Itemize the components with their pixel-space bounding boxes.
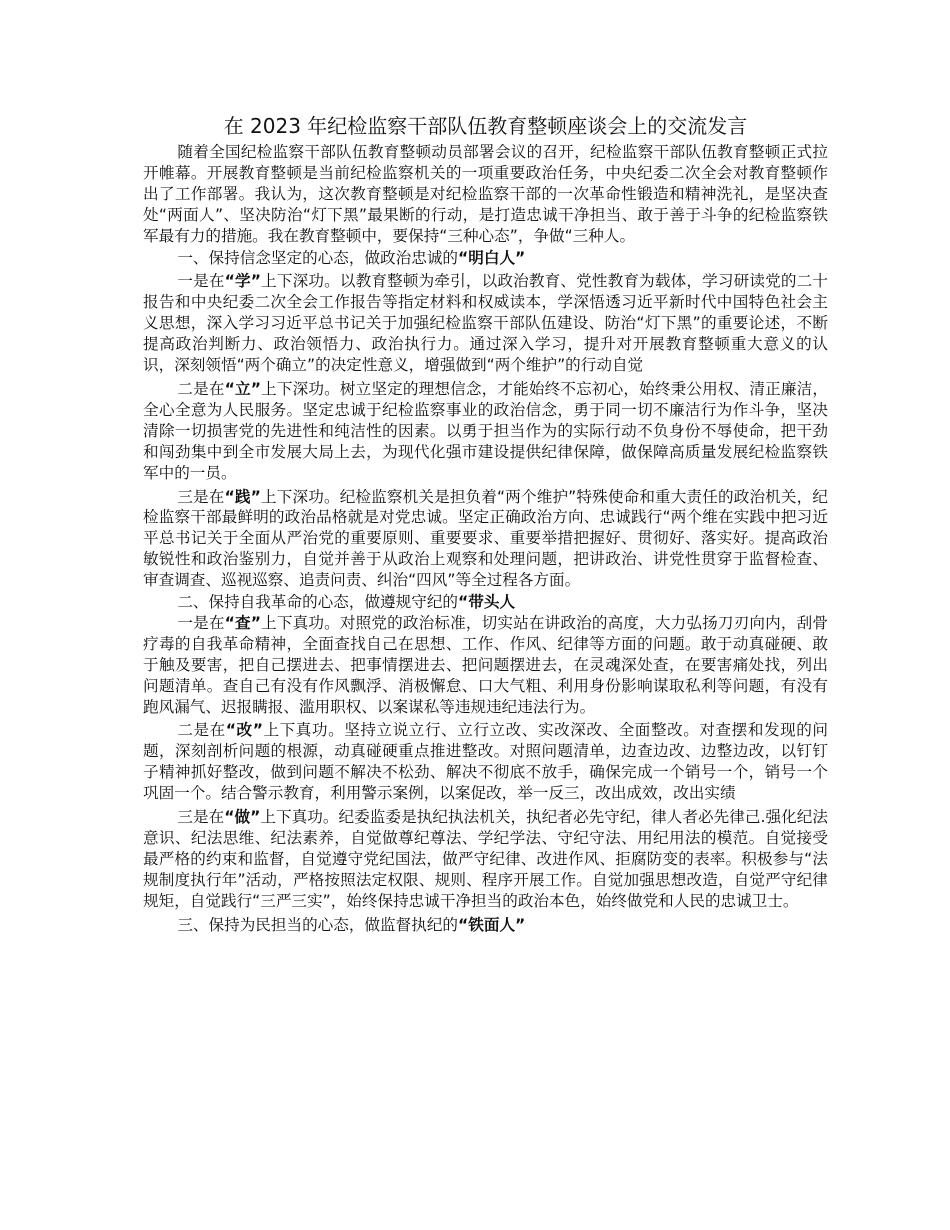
document-title: 在 2023 年纪检监察干部队伍教育整顿座谈会上的交流发言: [223, 114, 748, 138]
section-heading-1-keyword: “明白人”: [458, 248, 526, 267]
section1-item2-paragraph: [143, 379, 828, 484]
section-heading-3-keyword: “铁面人”: [458, 915, 526, 934]
item-body: 上下深功。以教育整顿为牵引，以政治教育、党性教育为载体，学习研读党的二十报告和中央纪委二次全会工作报告等指定材料和权威读本，学深悟透习近平新时代中国特色社会主义思想，深入学习习近平总书记关于加强纪检监察干部队伍建设、防治“灯下黑”的重要论述，不断提高政治判断力、政治领悟力、政治执行力。通过深入学习，提升对开展教育整顿重大意义的认识，深刻领悟“两个确立”的决定性意义，增强做到“两个维护”的行动自觉: [143, 272, 828, 375]
item-lead: 一是在: [177, 613, 225, 632]
item-keyword: “立”: [224, 379, 261, 398]
section-heading-3-text: 三、保持为民担当的心态，做监督执纪的: [177, 915, 459, 934]
item-keyword: “学”: [224, 272, 261, 291]
item-keyword: “做”: [224, 808, 261, 827]
item-body: 上下真功。对照党的政治标准，切实站在讲政治的高度，大力弘扬刀刃向内，刮骨疗毒的自我革命精神，全面查找自己在思想、工作、作风、纪律等方面的问题。敢于动真碰硬、敢于触及要害，把自己摆进去、把事情摆进去、把问题摆进去，在灵魂深处查，在要害痛处找，列出问题清单。查自己有没有作风飘浮、消极懈怠、口大气粗、利用身份影响谋取私利等问题，有没有跑风漏气、迟报瞒报、滥用职权、以案谋私等违规违纪违法行为。: [143, 613, 828, 716]
section-heading-2: [143, 592, 828, 613]
item-body: 上下真功。坚持立说立行、立行立改、实改深改、全面整改。对查摆和发现的问题，深刻剖析问题的根源，动真碰硬重点推进整改。对照问题清单，边查边改、边整边改，以钉钉子精神抓好整改，做到问题不解决不松劲、解决不彻底不放手，确保完成一个销号一个，销号一个巩固一个。结合警示教育，利用警示案例，以案促改，举一反三，改出成效，改出实绩: [143, 721, 828, 803]
item-keyword: “改”: [225, 721, 263, 740]
item-body: 上下深功。树立坚定的理想信念，才能始终不忘初心，始终秉公用权、清正廉洁，全心全意为人民服务。坚定忠诚于纪检监察事业的政治信念，勇于同一切不廉洁行为作斗争，坚决清除一切损害党的先进性和纯洁性的因素。以勇于担当作为的实际行动不负身份不辱使命，把干劲和闯劲集中到全市发展大局上去，为现代化强市建设提供纪律保障，做保障高质量发展纪检监察铁军中的一员。: [143, 379, 828, 482]
section2-item1-paragraph: [143, 613, 828, 718]
section-heading-1: [143, 248, 828, 269]
item-lead: 三是在: [177, 487, 225, 506]
document-body: [143, 112, 828, 936]
section1-item3-paragraph: [143, 487, 828, 592]
item-body: 上下真功。纪委监委是执纪执法机关，执纪者必先守纪，律人者必先律己.强化纪法意识、纪法思维、纪法素养，自觉做尊纪尊法、学纪学法、守纪守法、用纪用法的模范。自觉接受最严格的约束和监督，自觉遵守党纪国法，做严守纪律、改进作风、拒腐防变的表率。积极参与“法规制度执行年”活动，严格按照法定权限、规则、程序开展工作。自觉加强思想改造，自觉严守纪律规矩，自觉践行“三严三实”，始终保持忠诚干净担当的政治本色，始终做党和人民的忠诚卫士。: [143, 808, 828, 910]
item-lead: 二是在: [177, 721, 226, 740]
item-keyword: “践”: [224, 487, 261, 506]
item-lead: 三是在: [177, 808, 225, 827]
section1-item1-paragraph: [143, 271, 828, 376]
section-heading-1-text: 一、保持信念坚定的心态，做政治忠诚的: [177, 248, 459, 267]
item-keyword: “查”: [224, 613, 261, 632]
item-body: 上下深功。纪检监察机关是担负着“两个维护”特殊使命和重大责任的政治机关，纪检监察干部最鲜明的政治品格就是对党忠诚。坚定正确政治方向、忠诚践行“两个维在实践中把习近平总书记关于全面从严治党的重要原则、重要要求、重要举措把握好、贯彻好、落实好。提高政治敏锐性和政治鉴别力，自觉并善于从政治上观察和处理问题，把讲政治、讲党性贯穿于监督检查、审查调查、巡视巡察、追责问责、纠治“四风”等全过程各方面。: [143, 487, 828, 590]
section2-item3-paragraph: [143, 807, 828, 912]
section-heading-2-text: 二、保持自我革命的心态，做遵规守纪的: [177, 593, 459, 612]
section-heading-3: [143, 915, 828, 936]
section-heading-2-keyword: “带头人: [458, 593, 516, 612]
section2-item2-paragraph: [143, 720, 828, 804]
intro-paragraph: 随着全国纪检监察干部队伍教育整顿动员部署会议的召开，纪检监察干部队伍教育整顿正式拉开帷幕。开展教育整顿是当前纪检监察机关的一项重要政治任务，中央纪委二次全会对教育整顿作出了工作部署。我认为，这次教育整顿是对纪检监察干部的一次革命性锻造和精神洗礼，是坚决查处“两面人”、坚决防治“灯下黑”最果断的行动，是打造忠诚干净担当、敢于善于斗争的纪检监察铁军最有力的措施。我在教育整顿中，要保持“三种心态”，争做“三种人。: [143, 143, 828, 245]
item-lead: 一是在: [177, 272, 225, 291]
item-lead: 二是在: [177, 379, 225, 398]
